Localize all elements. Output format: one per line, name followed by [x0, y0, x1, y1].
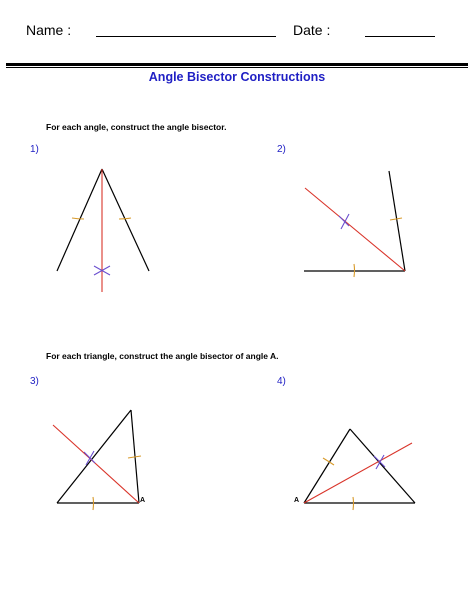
problem-number-3: 3) — [30, 376, 39, 387]
vertex-label-a-problem-4: A — [294, 497, 300, 504]
p4-arc-mark-base — [353, 497, 354, 510]
p2-angle-ray-vertical — [389, 171, 405, 271]
problem-2-figure — [304, 171, 405, 277]
p2-bisector — [305, 188, 405, 271]
problem-1-figure — [57, 169, 149, 292]
problem-4-figure — [304, 429, 415, 510]
instruction-angles: For each angle, construct the angle bisector. — [46, 122, 227, 132]
p2-intersection-mark — [339, 214, 349, 229]
problem-number-1: 1) — [30, 144, 39, 155]
p3-triangle-side-left — [57, 410, 131, 503]
name-label: Name : — [26, 22, 72, 38]
date-label: Date : — [293, 22, 331, 38]
p4-triangle-side-right — [350, 429, 415, 503]
p1-arc-mark-left — [72, 218, 84, 219]
p1-angle-ray-right — [102, 169, 149, 271]
vertex-label-a-problem-3: A — [140, 497, 146, 504]
page-title: Angle Bisector Constructions — [148, 70, 326, 84]
p3-arc-mark-base — [93, 497, 94, 510]
problem-3-figure — [53, 410, 141, 510]
instruction-triangles: For each triangle, construct the angle bisector of angle A. — [46, 351, 279, 361]
problem-number-2: 2) — [277, 144, 286, 155]
p4-bisector — [304, 443, 412, 503]
p2-arc-mark-horizontal — [354, 264, 355, 277]
problem-number-4: 4) — [277, 376, 286, 387]
p1-angle-ray-left — [57, 169, 102, 271]
p4-triangle-side-left — [304, 429, 350, 503]
